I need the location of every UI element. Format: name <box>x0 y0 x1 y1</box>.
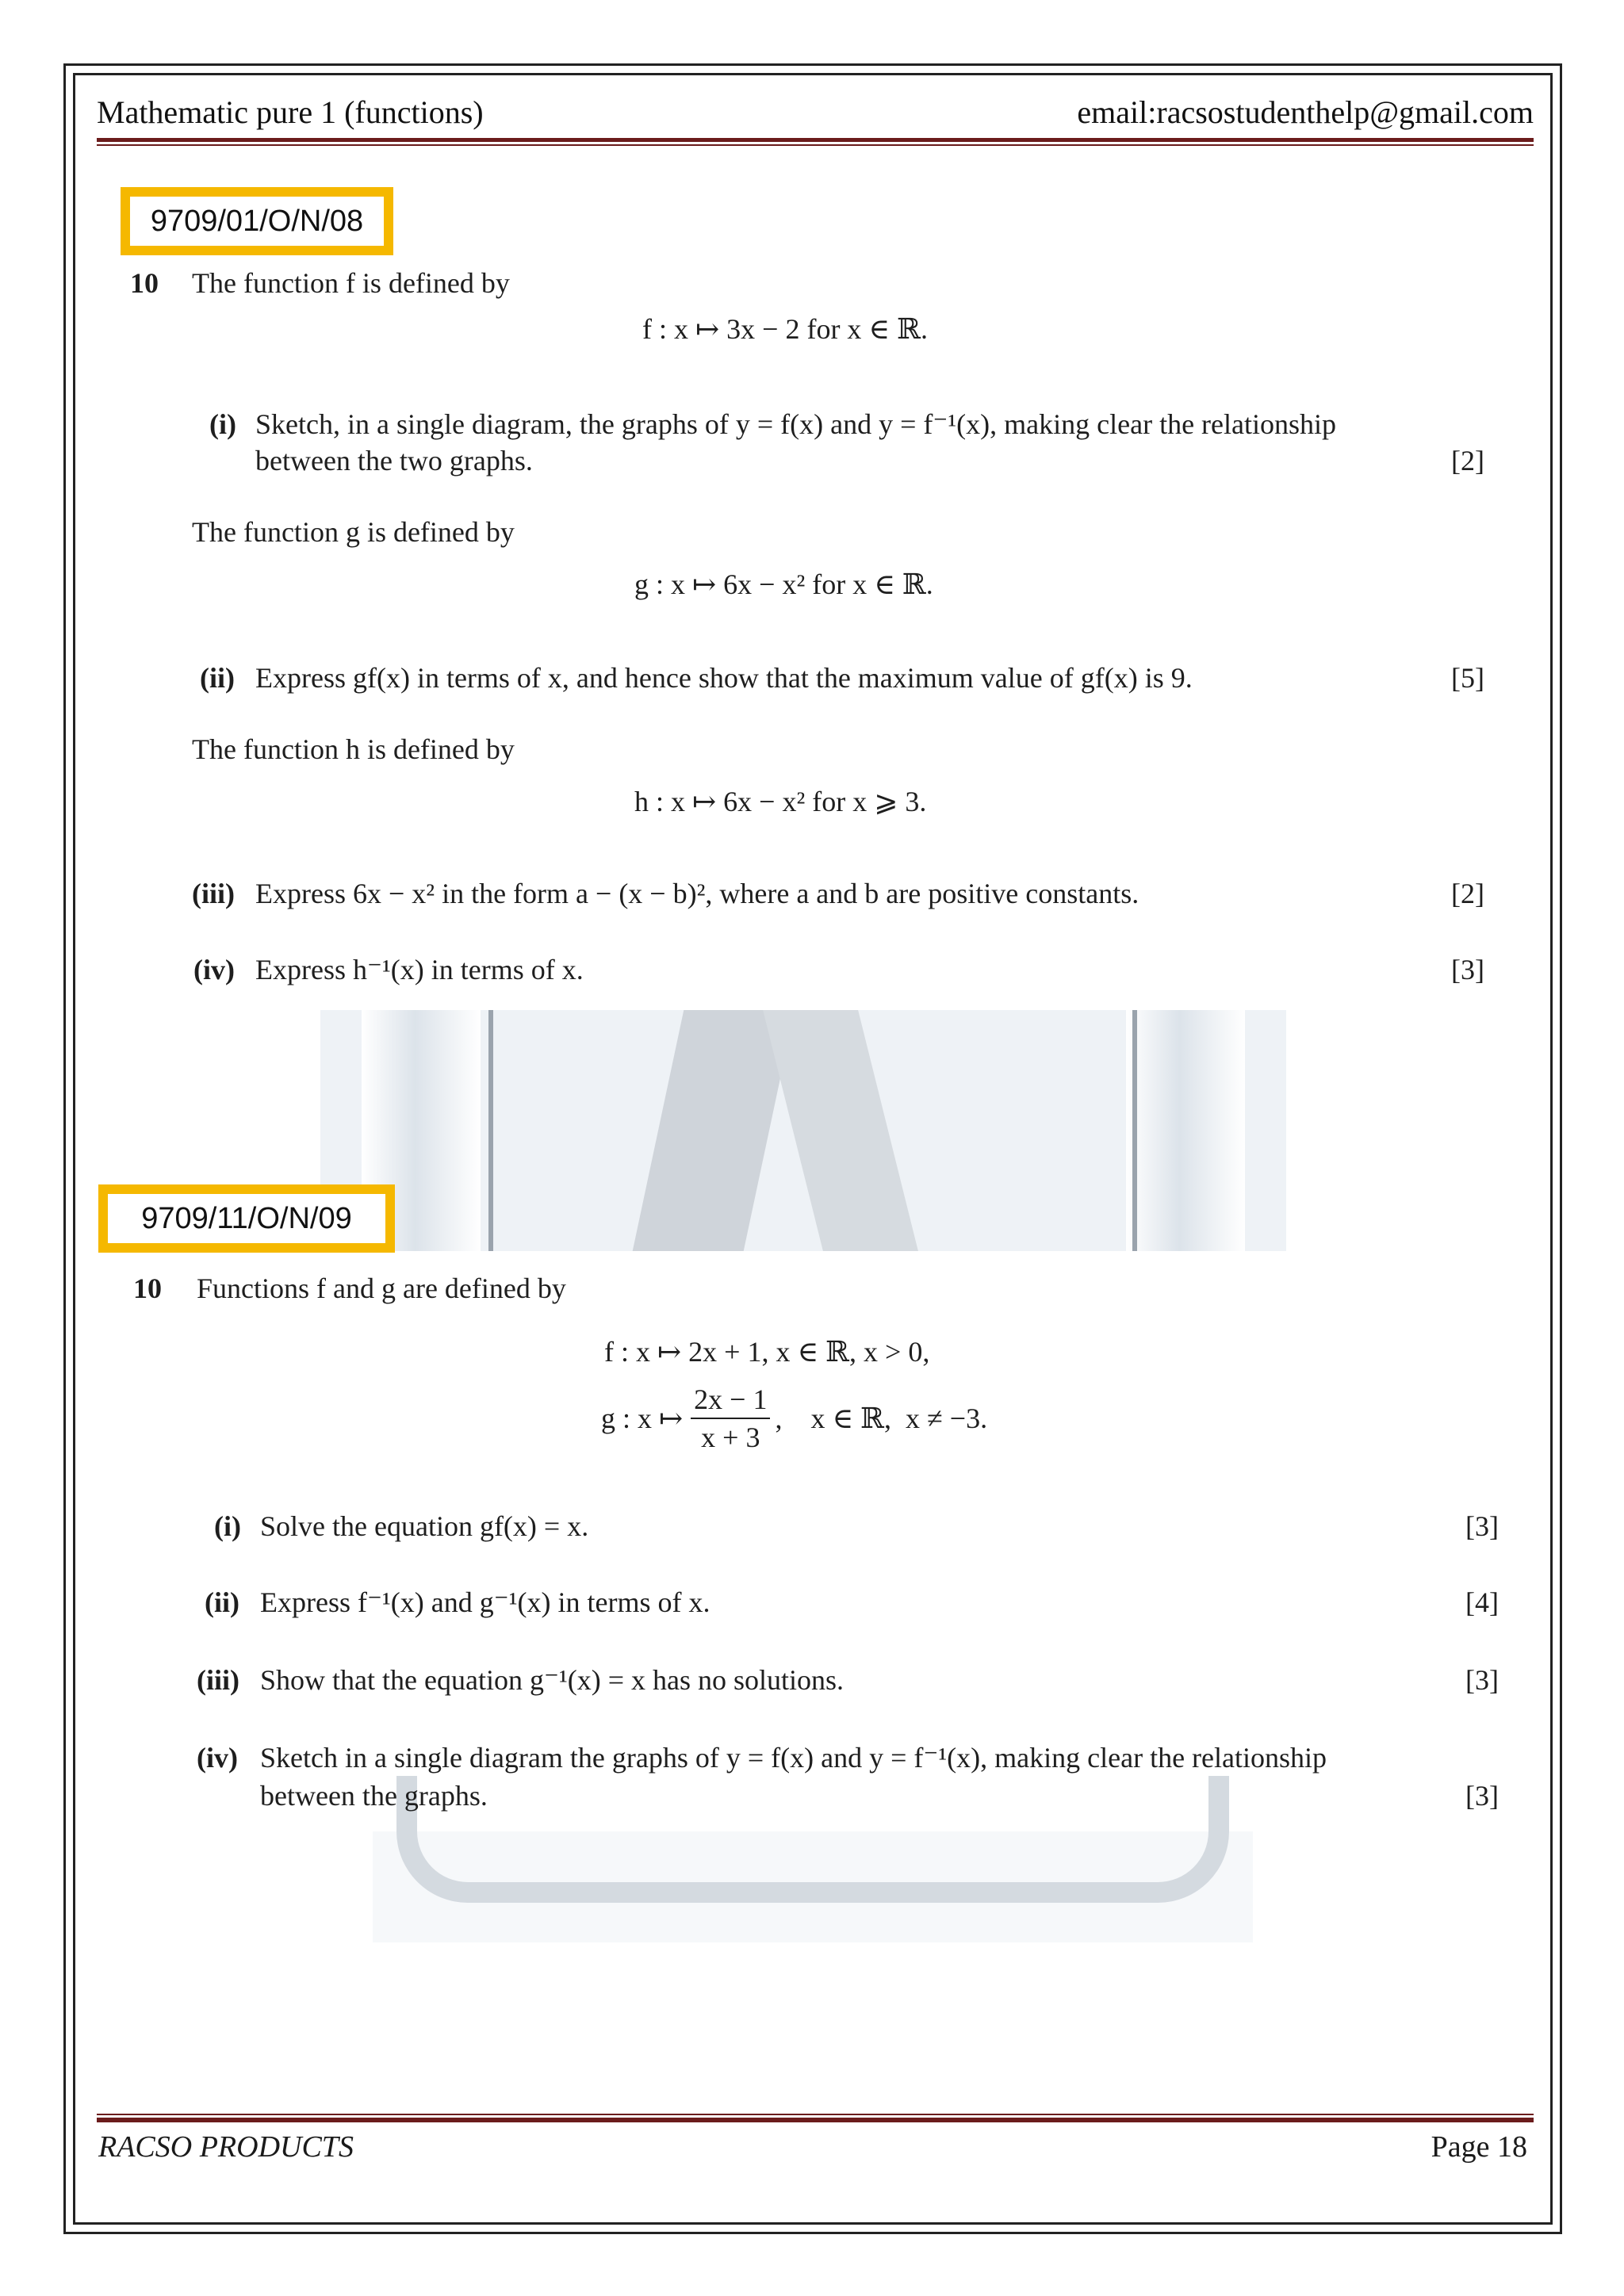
part-text: Sketch in a single diagram the graphs of y = f(x) and y = f⁻¹(x), making clear the relationship <box>260 1742 1327 1774</box>
footer-rule <box>97 2118 1534 2122</box>
part-label: (ii) <box>205 1586 239 1618</box>
function-g-fraction <box>691 1383 770 1454</box>
part-text: Show that the equation g⁻¹(x) = x has no solutions. <box>260 1664 845 1696</box>
header-email: email:racsostudenthelp@gmail.com <box>1077 94 1534 130</box>
page-number: Page 18 <box>1431 2130 1527 2164</box>
question-intro: Functions f and g are defined by <box>197 1272 566 1304</box>
function-g-suffix: , x ∈ ℝ, x ≠ −3. <box>775 1402 988 1434</box>
part-text-continued: between the two graphs. <box>255 445 533 476</box>
part-label: (iii) <box>197 1664 239 1696</box>
marks: [4] <box>1465 1586 1499 1618</box>
function-f-definition: f : x ↦ 3x − 2 for x ∈ ℝ. <box>642 313 928 345</box>
part-label: (iv) <box>193 954 235 985</box>
marks: [3] <box>1465 1664 1499 1696</box>
question-number: 10 <box>130 267 159 299</box>
footer-rule-thin <box>97 2114 1534 2115</box>
function-g-prefix: g : x ↦ <box>601 1402 684 1434</box>
header-rule-thin <box>97 144 1534 146</box>
part-text: Sketch, in a single diagram, the graphs of y = f(x) and y = f⁻¹(x), making clear the relationship <box>255 408 1337 440</box>
function-g-definition: g : x ↦ 6x − x² for x ∈ ℝ. <box>634 568 933 600</box>
page-header <box>97 94 1534 141</box>
function-g-definition <box>601 1383 987 1454</box>
part-label: (iii) <box>192 878 235 909</box>
part-text: Express 6x − x² in the form a − (x − b)², where a and b are positive constants. <box>255 878 1139 909</box>
part-text: Express gf(x) in terms of x, and hence show that the maximum value of gf(x) is 9. <box>255 662 1193 694</box>
fraction-numerator: 2x − 1 <box>691 1383 770 1419</box>
marks: [5] <box>1451 662 1484 694</box>
marks: [2] <box>1451 878 1484 909</box>
function-g-intro: The function g is defined by <box>192 516 515 548</box>
question-intro: The function f is defined by <box>192 267 510 299</box>
marks: [3] <box>1465 1780 1499 1812</box>
function-f-definition: f : x ↦ 2x + 1, x ∈ ℝ, x > 0, <box>604 1336 930 1368</box>
part-text: Express h⁻¹(x) in terms of x. <box>255 954 584 985</box>
part-label: (iv) <box>197 1742 238 1774</box>
header-title: Mathematic pure 1 (functions) <box>97 94 484 130</box>
question-number: 10 <box>133 1272 162 1304</box>
part-text: Express f⁻¹(x) and g⁻¹(x) in terms of x. <box>260 1586 710 1618</box>
paper-code-tag: 9709/01/O/N/08 <box>121 187 393 255</box>
marks: [2] <box>1451 445 1484 476</box>
part-text-continued: between the graphs. <box>260 1780 488 1812</box>
footer-brand: RACSO PRODUCTS <box>98 2130 354 2164</box>
part-label: (i) <box>214 1510 241 1542</box>
part-label: (i) <box>209 408 236 440</box>
function-h-definition: h : x ↦ 6x − x² for x ⩾ 3. <box>634 786 927 817</box>
function-h-intro: The function h is defined by <box>192 733 515 765</box>
header-rule <box>97 138 1534 142</box>
part-label: (ii) <box>200 662 235 694</box>
paper-code-tag: 9709/11/O/N/09 <box>98 1184 395 1253</box>
marks: [3] <box>1465 1510 1499 1542</box>
part-text: Solve the equation gf(x) = x. <box>260 1510 589 1542</box>
fraction-denominator: x + 3 <box>701 1422 760 1453</box>
marks: [3] <box>1451 954 1484 985</box>
